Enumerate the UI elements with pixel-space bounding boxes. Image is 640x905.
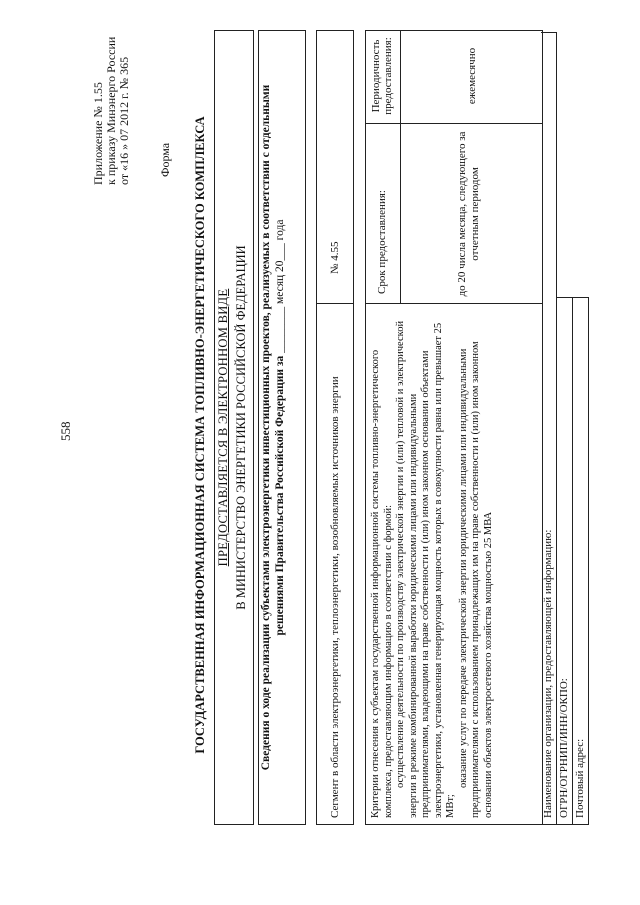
criteria-para-2: оказание услуг по передаче электрической энергии юридическими лицами или индивидуальными предпринимателями с использованием принадлежащих им на праве собственности и (или) ином законном основании объектов электросетевого хозяйства мощностью 25 МВА [457,341,494,818]
report-title-line-2 [273,31,287,824]
column-divider-2 [366,123,542,124]
org-ids-row: ОГРН/ОГРНИП/ИНН/ОКПО: [557,297,573,825]
report-title-text: решениями Правительства Российской Федерации за [274,355,286,636]
segment-number: № 4.55 [329,241,341,274]
appendix-date: от «16 » 07 2012 г. № 365 [117,56,131,185]
report-title-box [258,30,306,825]
submission-box [214,30,254,825]
term-value: до 20 числа месяца, следующего за отчетным периодом [456,131,481,297]
period-header: Периодичность предоставления: [370,37,394,115]
submission-line-1: ПРЕДОСТАВЛЯЕТСЯ В ЭЛЕКТРОННОМ ВИДЕ [216,288,230,567]
criteria-heading: Критерии отнесения к субъектам государственной информационной системы топливно-энергетического комплекса, предоставляющим информацию в соответствии с формой: [370,349,394,818]
criteria-table [365,30,543,825]
main-title: ГОСУДАРСТВЕННАЯ ИНФОРМАЦИОННАЯ СИСТЕМА ТОПЛИВНО-ЭНЕРГЕТИЧЕСКОГО КОМПЛЕКСА [193,116,207,754]
organization-rows [541,32,589,825]
submission-line-2: В МИНИСТЕРСТВО ЭНЕРГЕТИКИ РОССИЙСКОЙ ФЕДЕРАЦИИ [234,245,248,610]
criteria-text [370,318,495,818]
segment-divider [317,303,353,304]
appendix-order: к приказу Минэнерго России [104,36,118,185]
appendix-block [92,15,131,185]
column-divider-1 [366,303,542,304]
org-name-row: Наименование организации, предоставляющей информацию: [541,32,557,825]
criteria-para-1: осуществление деятельности по производству электрической энергии и (или) тепловой и электрической энергии в режиме комбинированной выработки юридическими лицами или индивидуальными предпринимателями, владеющими на праве собственности и (или) ином законном основании объектами электроэнергетики, установленная генерирующая мощность которых в совокупности равна или превышает 25 МВт; [395,320,456,818]
postal-address-row: Почтовый адрес: [573,297,589,825]
appendix-number: Приложение № 1.55 [91,82,105,185]
page-number: 558 [58,421,73,441]
report-period-blank: ________ месяц 20___ года [274,219,286,353]
term-header: Срок предоставления: [376,190,388,294]
header-divider [400,31,401,304]
report-title-line-1: Сведения о ходе реализации субъектами электроэнергетики инвестиционных проектов, реализуемых в соответствии с отдельными [260,84,272,771]
form-label: Форма [158,142,172,177]
period-value: ежемесячно [466,47,478,105]
segment-label: Сегмент в области электроэнергетики, теплоэнергетики, возобновляемых источников энергии [329,376,341,818]
segment-box [316,30,354,825]
